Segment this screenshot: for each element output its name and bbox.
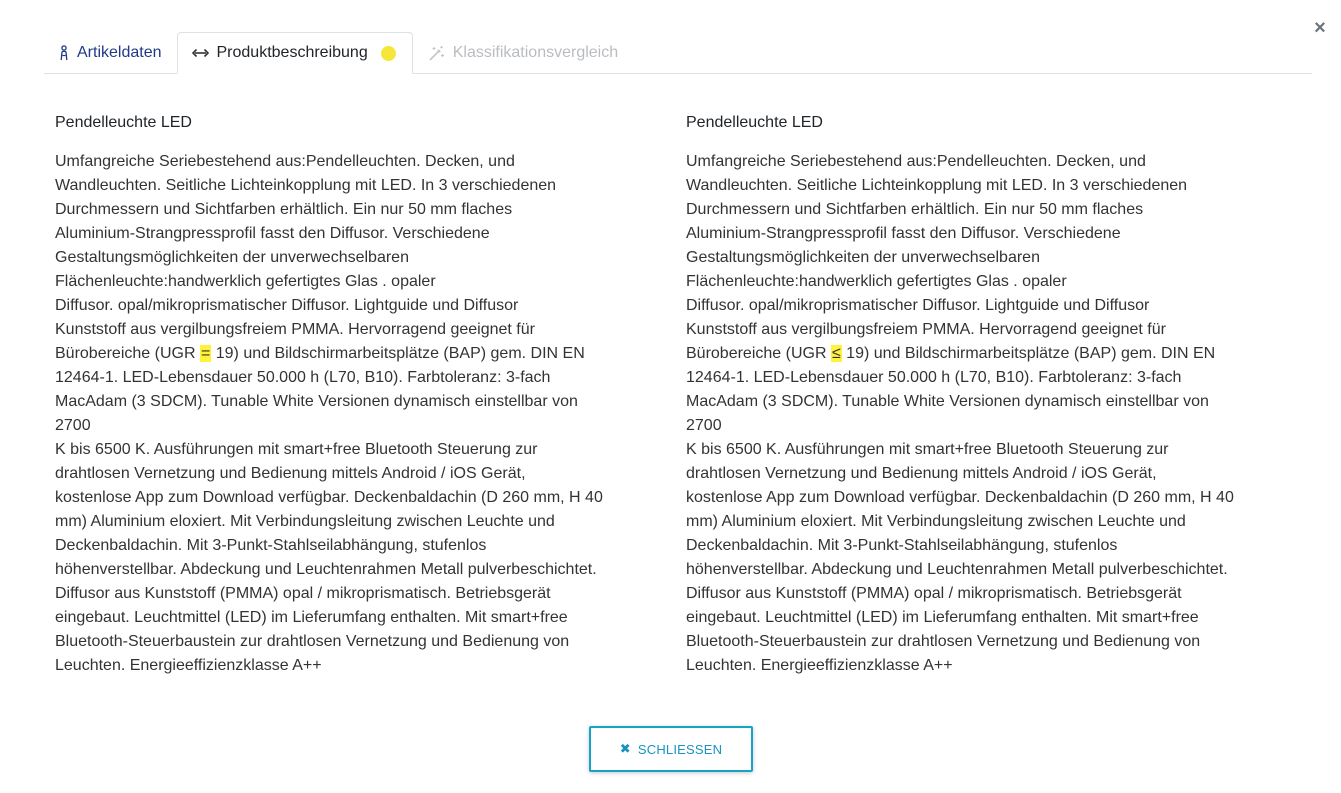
schliessen-button[interactable] <box>589 726 753 772</box>
right-title: Pendelleuchte LED <box>686 114 823 131</box>
left-text-after: 19) und Bildschirmarbeitsplätze (BAP) gem. DIN EN 12464-1. LED-Lebensdauer 50.000 h (L70, B10). Farbtoleranz: 3-fach MacAdam (3 SDCM). Tunable White Versionen dynamisch einstellbar von 2700 K bis 6500 K. Ausführungen mit smart+free Bluetooth Steuerung zur drahtlosen Vernetzung und Bedienung mittels Android / iOS Gerät, kostenlose App zum Download verfügbar. Deckenbaldachin (D 260 mm, H 40 mm) Aluminium eloxiert. Mit Verbindungsleitung zwischen Leuchte und Deckenbaldachin. Mit 3-Punkt-Stahlseilabhängung, stufenlos höhenverstellbar. Abdeckung und Leuchtenrahmen Metall pulverbeschichtet. Diffusor aus Kunststoff (PMMA) opal / mikroprismatisch. Betriebsgerät eingebaut. Leuchtmittel (LED) im Lieferumfang enthalten. Mit smart+free Bluetooth-Steuerbaustein zur drahtlosen Vernetzung und Bedienung von Leuchten. Energieeffizienzklasse A++ <box>55 345 603 674</box>
magic-wand-icon <box>428 45 445 61</box>
tab-bar <box>44 32 1312 74</box>
close-x-icon: ✖ <box>619 741 631 756</box>
left-text-before: Umfangreiche Seriebestehend aus:Pendelleuchten. Decken, und Wandleuchten. Seitliche Lichteinkopplung mit LED. In 3 verschiedenen Durchmessern und Sichtfarben erhältlich. Ein nur 50 mm flaches Aluminium-Strangpressprofil fasst den Diffusor. Verschiedene Gestaltungsmöglichkeiten der unverwechselbaren Flächenleuchte:handwerklich gefertigtes Glas . opaler Diffusor. opal/mikroprismatischer Diffusor. Lightguide und Diffusor Kunststoff aus vergilbungsfreiem PMMA. Hervorragend geeignet für Bürobereiche (UGR <box>55 153 557 362</box>
left-description-column <box>55 111 615 678</box>
tab-artikeldaten-label: Artikeldaten <box>77 44 162 61</box>
close-icon[interactable]: × <box>1314 17 1326 39</box>
left-description <box>55 150 615 678</box>
tab-produktbeschreibung-label: Produktbeschreibung <box>216 44 368 61</box>
schliessen-label: SCHLIESSEN <box>637 741 723 757</box>
left-title: Pendelleuchte LED <box>55 114 192 131</box>
left-diff-highlight: = <box>200 345 211 362</box>
right-description-column <box>686 111 1246 678</box>
changes-indicator-dot <box>381 46 396 61</box>
tab-klassifikationsvergleich <box>413 32 633 74</box>
tab-klassifikationsvergleich-label: Klassifikationsvergleich <box>452 44 619 61</box>
tab-artikeldaten[interactable] <box>44 32 177 74</box>
tab-produktbeschreibung[interactable] <box>177 32 413 74</box>
right-diff-highlight: ≤ <box>831 345 841 362</box>
person-icon <box>59 45 69 61</box>
right-text-after: 19) und Bildschirmarbeitsplätze (BAP) gem. DIN EN 12464-1. LED-Lebensdauer 50.000 h (L70, B10). Farbtoleranz: 3-fach MacAdam (3 SDCM). Tunable White Versionen dynamisch einstellbar von 2700 K bis 6500 K. Ausführungen mit smart+free Bluetooth Steuerung zur drahtlosen Vernetzung und Bedienung mittels Android / iOS Gerät, kostenlose App zum Download verfügbar. Deckenbaldachin (D 260 mm, H 40 mm) Aluminium eloxiert. Mit Verbindungsleitung zwischen Leuchte und Deckenbaldachin. Mit 3-Punkt-Stahlseilabhängung, stufenlos höhenverstellbar. Abdeckung und Leuchtenrahmen Metall pulverbeschichtet. Diffusor aus Kunststoff (PMMA) opal / mikroprismatisch. Betriebsgerät eingebaut. Leuchtmittel (LED) im Lieferumfang enthalten. Mit smart+free Bluetooth-Steuerbaustein zur drahtlosen Vernetzung und Bedienung von Leuchten. Energieeffizienzklasse A++ <box>686 345 1234 674</box>
left-right-arrow-icon <box>192 48 209 58</box>
right-description <box>686 150 1246 678</box>
right-text-before: Umfangreiche Seriebestehend aus:Pendelleuchten. Decken, und Wandleuchten. Seitliche Lichteinkopplung mit LED. In 3 verschiedenen Durchmessern und Sichtfarben erhältlich. Ein nur 50 mm flaches Aluminium-Strangpressprofil fasst den Diffusor. Verschiedene Gestaltungsmöglichkeiten der unverwechselbaren Flächenleuchte:handwerklich gefertigtes Glas . opaler Diffusor. opal/mikroprismatischer Diffusor. Lightguide und Diffusor Kunststoff aus vergilbungsfreiem PMMA. Hervorragend geeignet für Bürobereiche (UGR <box>686 153 1188 362</box>
